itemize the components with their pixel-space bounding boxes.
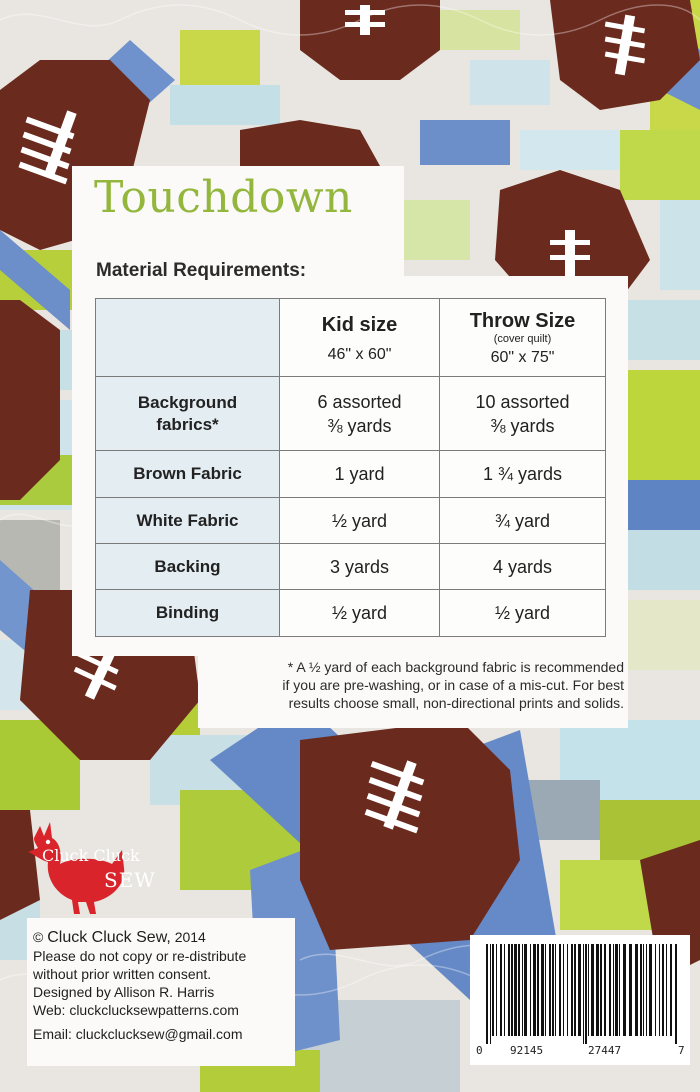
column-header-throw — [440, 299, 606, 377]
logo-text: Cluck Cluck — [42, 846, 140, 865]
footnote-line: * A ½ yard of each background fabric is recommended — [287, 659, 624, 675]
designer-line: Designed by Allison R. Harris — [33, 984, 215, 1000]
table-row — [96, 590, 606, 637]
column-name: Throw Size — [469, 310, 576, 332]
section-heading: Material Requirements: — [96, 260, 307, 281]
kid-value: 3 yards — [280, 544, 440, 590]
footnote-line: if you are pre-washing, or in case of a mis-cut. For best — [282, 677, 624, 693]
value-line: 6 assorted — [317, 391, 402, 412]
barcode-digit: 0 — [476, 1044, 483, 1057]
column-dimensions: 46" x 60" — [327, 345, 392, 363]
logo-text: SEW — [104, 868, 156, 892]
website-line: Web: cluckclucksewpatterns.com — [33, 1002, 239, 1018]
table-row — [96, 544, 606, 590]
value-line: 10 assorted — [475, 391, 570, 412]
barcode-digit: 7 — [678, 1044, 685, 1057]
table-row — [96, 498, 606, 544]
column-name: Kid size — [321, 313, 398, 336]
throw-value: ¾ yard — [440, 498, 606, 544]
footnote — [204, 658, 624, 712]
row-label: Binding — [96, 590, 280, 637]
kid-value: ½ yard — [280, 590, 440, 637]
barcode-digit: 92145 — [510, 1044, 544, 1057]
kid-value: 1 yard — [280, 451, 440, 498]
row-label-line: Background — [137, 392, 238, 412]
row-label: Backing — [96, 544, 280, 590]
table-row — [96, 451, 606, 498]
barcode-icon — [484, 944, 680, 1044]
row-label-line: fabrics* — [156, 414, 219, 434]
copyright-text-line: without prior written consent. — [33, 966, 212, 982]
throw-value: 1 ¾ yards — [440, 451, 606, 498]
value-line: ⅜ yards — [327, 415, 392, 436]
copyright-year: 2014 — [174, 929, 206, 945]
row-label: White Fabric — [96, 498, 280, 544]
throw-value: ½ yard — [440, 590, 606, 637]
copyright-line — [33, 928, 295, 947]
kid-value: ½ yard — [280, 498, 440, 544]
footnote-line: results choose small, non-directional prints and solids. — [288, 695, 624, 711]
barcode-digit: 27447 — [588, 1044, 622, 1057]
copyright-block — [33, 928, 295, 1043]
materials-table — [95, 298, 606, 637]
copyright-symbol: © — [33, 929, 44, 945]
throw-value — [440, 377, 606, 451]
column-note: (cover quilt) — [493, 333, 552, 345]
column-dimensions: 60" x 75" — [490, 349, 555, 366]
kid-value — [280, 377, 440, 451]
copyright-text-line: Please do not copy or re-distribute — [33, 948, 247, 964]
throw-value: 4 yards — [440, 544, 606, 590]
table-row — [96, 377, 606, 451]
table-corner-cell — [96, 299, 280, 377]
row-label — [96, 377, 280, 451]
brand-name: Cluck Cluck Sew, — [47, 929, 171, 946]
email-line: Email: cluckclucksew@gmail.com — [33, 1026, 243, 1042]
page-title: Touchdown — [94, 172, 353, 223]
column-header-kid — [280, 299, 440, 377]
value-line: ⅜ yards — [490, 415, 555, 436]
row-label: Brown Fabric — [96, 451, 280, 498]
table-header-row — [96, 299, 606, 377]
